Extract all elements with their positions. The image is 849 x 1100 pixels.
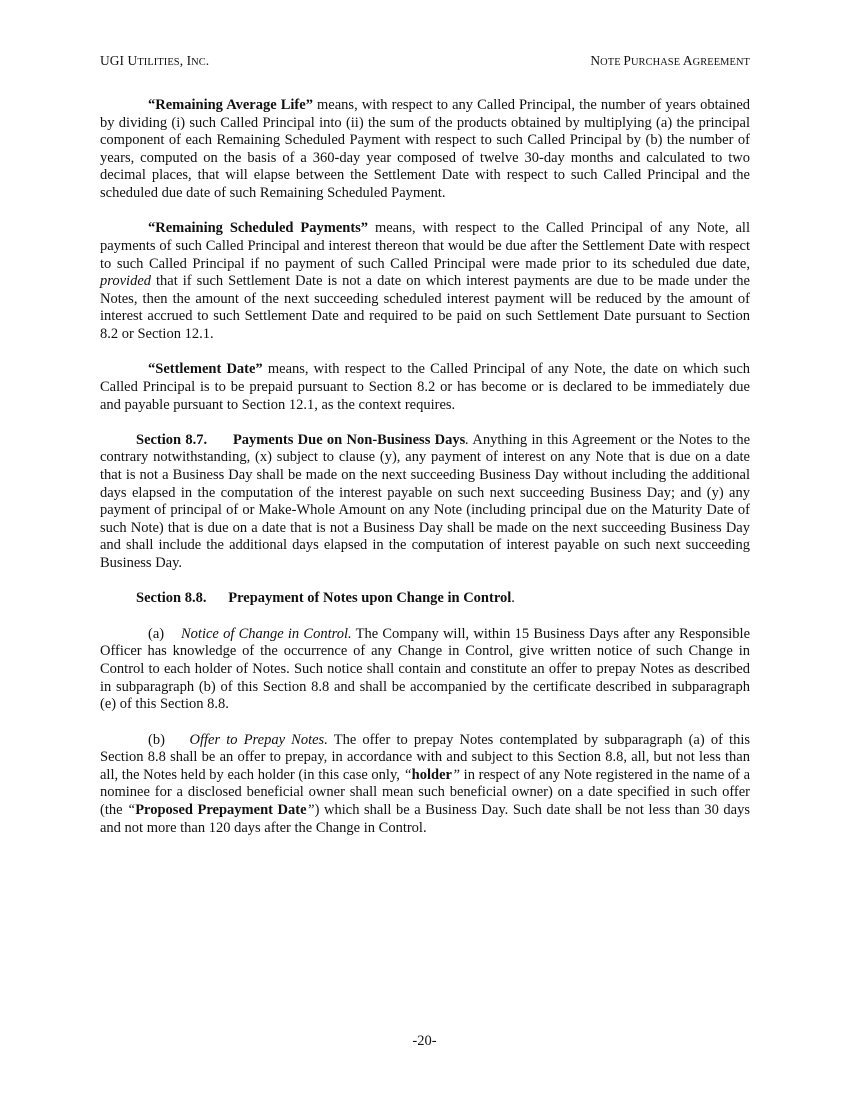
quote-close: ” <box>451 766 461 783</box>
subparagraph-text-cont: in respect of any Note registered in the name of a nominee for a disclosed beneficial owner shall mean such beneficial owner) on a date specified in such offer (the <box>100 766 750 818</box>
defined-term: “Remaining Scheduled Payments” <box>148 220 369 237</box>
definition-settlement-date <box>100 361 750 414</box>
provided-italic: provided <box>100 273 152 290</box>
section-number: Section 8.7. <box>136 431 208 448</box>
subparagraph-b <box>100 732 750 838</box>
subparagraph-heading: Offer to Prepay Notes. <box>189 731 328 748</box>
subparagraph-text: The Company will, within 15 Business Days after any Responsible Officer has knowledge of the occurrence of any Change in Control, give written notice of such Change in Control to each holder of Notes. Such notice shall contain and constitute an offer to prepay Notes as described in subparagraph (b) of this Section 8.8 and shall be accompanied by the certificate described in subparagraph (e) of this Section 8.8. <box>100 625 751 713</box>
definition-text: means, with respect to the Called Principal of any Note, the date on which such Called Principal is to be prepaid pursuant to Section 8.2 or has become or is declared to be immediately due and payable pursuant to Section 12.1, as the context requires. <box>100 361 751 413</box>
section-8-7 <box>100 432 750 573</box>
header-document-title: NOTE PURCHASE AGREEMENT <box>590 53 750 68</box>
section-title-period: . <box>465 431 469 448</box>
quote-open: “ <box>403 766 412 783</box>
page-number: -20- <box>412 1033 437 1049</box>
definition-text: means, with respect to any Called Principal, the number of years obtained by dividing (i) such Called Principal into (ii) the sum of the products obtained by multiplying (a) the principal component of each Remaining Scheduled Payment with respect to such Called Principal by (b) the number of years, computed on the basis of a 360-day year composed of twelve 30-day months and calculated to two decimal places, that will elapse between the Settlement Date with respect to such Called Principal and the scheduled due date of such Remaining Scheduled Payment. <box>100 97 751 201</box>
subparagraph-text: The offer to prepay Notes contemplated by subparagraph (a) of this Section 8.8 shall be an offer to prepay, in accordance with and subject to this Section 8.8, all, but not less than all, the Notes held by each holder (in this case only, <box>100 731 751 783</box>
subparagraph-label: (a) <box>148 625 165 642</box>
defined-term-holder: holder <box>411 766 452 783</box>
subparagraph-text-end: ) which shall be a Business Day. Such date shall be not less than 30 days and not more than 120 days after the Change in Control. <box>100 801 750 836</box>
section-title: Prepayment of Notes upon Change in Control <box>228 590 512 607</box>
definition-text: means, with respect to the Called Principal of any Note, all payments of such Called Principal and interest thereon that would be due after the Settlement Date with respect to such Called Principal if no payment of such Called Principal were made prior to its scheduled due date, <box>100 220 750 272</box>
quote-close: ” <box>306 801 315 818</box>
quote-open: “ <box>127 801 136 818</box>
definition-remaining-average-life <box>100 97 750 203</box>
section-number: Section 8.8. <box>136 590 207 607</box>
defined-term: “Remaining Average Life” <box>148 97 313 113</box>
header-company-name: UGI UTILITIES, INC. <box>100 53 210 68</box>
defined-term-proposed-prepayment-date: Proposed Prepayment Date <box>135 801 307 818</box>
section-title: Payments Due on Non-Business Days <box>232 431 466 448</box>
running-header <box>100 53 750 71</box>
subparagraph-heading: Notice of Change in Control. <box>181 625 352 642</box>
subparagraph-a <box>100 626 750 714</box>
subparagraph-label: (b) <box>148 731 165 748</box>
section-text: Anything in this Agreement or the Notes to the contrary notwithstanding, (x) subject to clause (y), any payment of interest on any Note that is due on a date that is not a Business Day shall be made on the next succeeding Business Day without including the additional days elapsed in the computation of the interest payable on such next succeeding Business Day; and (y) any payment of principal of or Make-Whole Amount on any Note (including principal due on the Maturity Date of such Note) that is due on a date that is not a Business Day shall be made on the next succeeding Business Day and shall include the additional days elapsed in the computation of interest payable on such next succeeding Business Day. <box>100 431 751 572</box>
definition-remaining-scheduled-payments <box>100 220 750 343</box>
document-body <box>100 97 750 855</box>
definition-text-cont: that if such Settlement Date is not a date on which interest payments are due to be made under the Notes, then the amount of the next succeeding scheduled interest payment will be reduced by the amount of interest accrued to such Settlement Date and required to be paid on such Settlement Date pursuant to Section 8.2 or Section 12.1. <box>100 273 750 342</box>
defined-term: “Settlement Date” <box>148 361 263 378</box>
section-title-period: . <box>511 590 515 607</box>
section-8-8-heading <box>100 590 750 608</box>
